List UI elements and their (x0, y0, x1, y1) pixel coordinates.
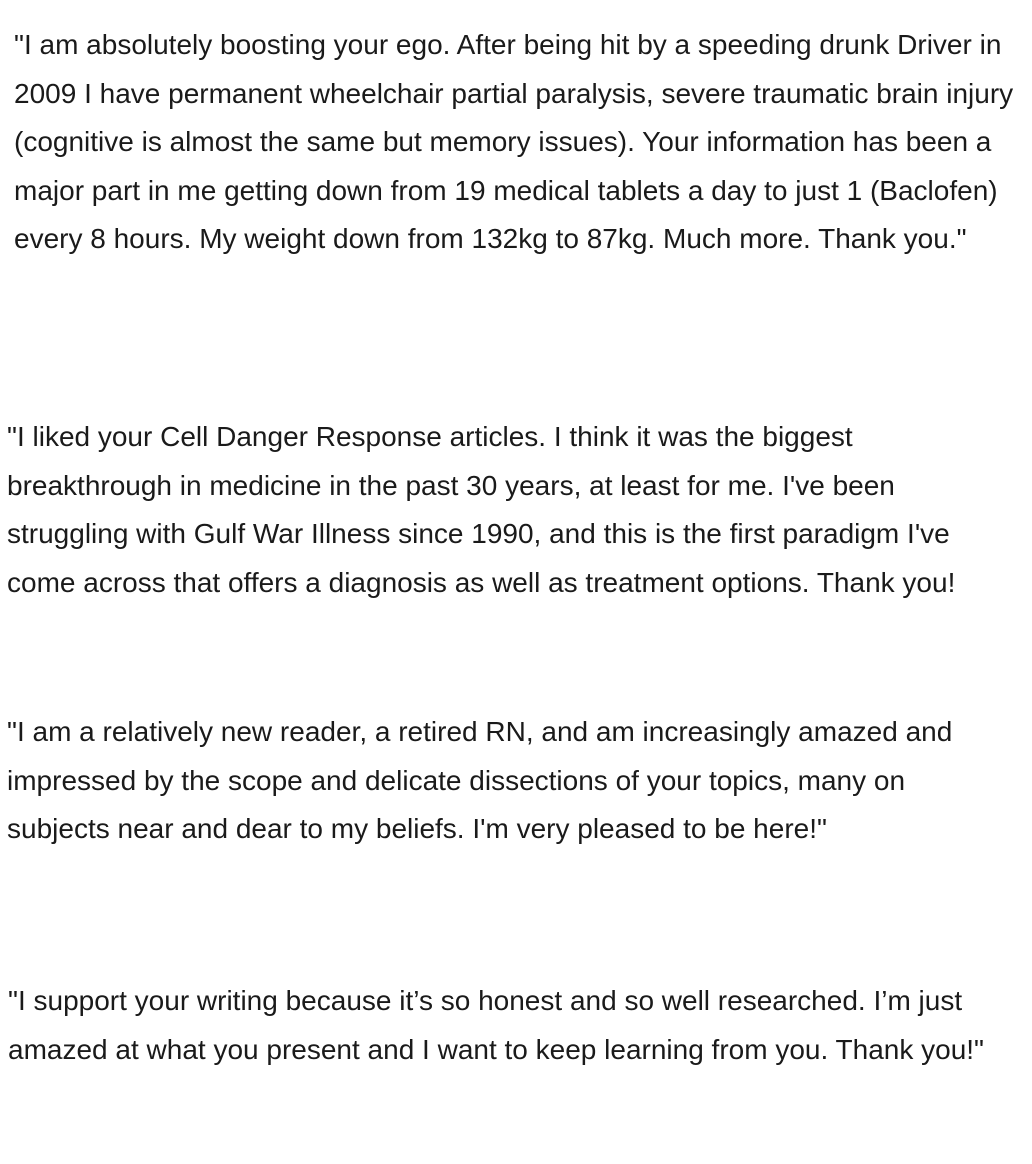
testimonial-quote-3: "I am a relatively new reader, a retired RN, and am increasingly amazed and impressed by the scope and delicate dissections of your topics, many on subjects near and dear to my beliefs. I'm very pleased to be here!" (7, 716, 953, 844)
testimonial-quote-2: "I liked your Cell Danger Response articles. I think it was the biggest breakthrough in medicine in the past 30 years, at least for me. I've been struggling with Gulf War Illness since 1990, and this is the first paradigm I've come across that offers a diagnosis as well as treatment options. Thank you! (7, 421, 956, 598)
testimonial-quote-4: "I support your writing because it’s so honest and so well researched. I’m just amazed at what you present and I want to keep learning from you. Thank you!" (8, 985, 984, 1065)
testimonial-quote-1: "I am absolutely boosting your ego. After being hit by a speeding drunk Driver in 2009 I have permanent wheelchair partial paralysis, severe traumatic brain injury (cognitive is almost the same but memory issues). Your information has been a major part in me getting down from 19 medical tablets a day to just 1 (Baclofen) every 8 hours. My weight down from 132kg to 87kg. Much more. Thank you." (14, 29, 1014, 254)
